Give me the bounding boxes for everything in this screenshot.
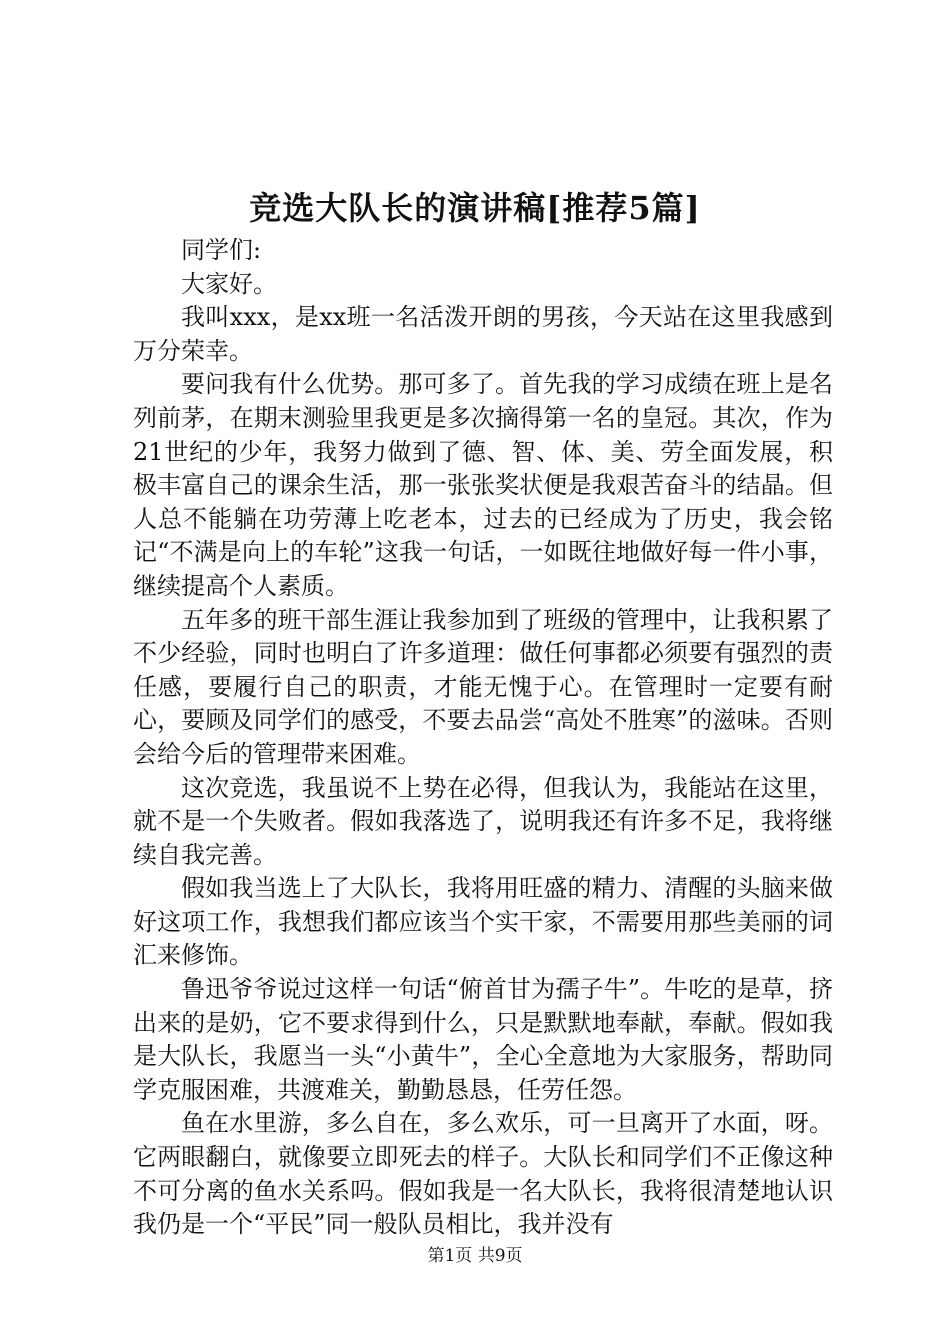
paragraph: 要问我有什么优势。那可多了。首先我的学习成绩在班上是名列前茅，在期末测验里我更是多次摘得第一名的皇冠。其次，作为21世纪的少年，我努力做到了德、智、体、美、劳全面发展，积极丰富自己的课余生活，那一张张奖状便是我艰苦奋斗的结晶。但人总不能躺在功劳薄上吃老本，过去的已经成为了历史，我会铭记“不满是向上的车轮”这我一句话，一如既往地做好每一件小事，继续提高个人素质。 <box>133 370 833 600</box>
paragraph-salutation: 同学们: <box>181 236 262 264</box>
paragraph: 我叫xxx，是xx班一名活泼开朗的男孩，今天站在这里我感到万分荣幸。 <box>133 303 833 365</box>
paragraph: 五年多的班干部生涯让我参加到了班级的管理中，让我积累了不少经验，同时也明白了许多道理：做任何事都必须要有强烈的责任感，要履行自己的职责，才能无愧于心。在管理时一定要有耐心，要顾及同学们的感受，不要去品尝“高处不胜寒”的滋味。否则会给今后的管理带来困难。 <box>133 605 833 768</box>
document-body <box>133 234 833 1242</box>
paragraph: 假如我当选上了大队长，我将用旺盛的精力、清醒的头脑来做好这项工作，我想我们都应该当个实干家，不需要用那些美丽的词汇来修饰。 <box>133 874 833 970</box>
document-title: 竞选大队长的演讲稿[推荐5篇] <box>249 189 701 227</box>
page-footer: 第1页 共9页 <box>427 1246 523 1266</box>
paragraph-greeting: 大家好。 <box>181 269 277 298</box>
paragraph: 这次竞选，我虽说不上势在必得，但我认为，我能站在这里，就不是一个失败者。假如我落选了，说明我还有许多不足，我将继续自我完善。 <box>133 773 833 869</box>
paragraph: 鲁迅爷爷说过这样一句话“俯首甘为孺子牛”。牛吃的是草，挤出来的是奶，它不要求得到什么，只是默默地奉献，奉献。假如我是大队长，我愿当一头“小黄牛”，全心全意地为大家服务，帮助同学克服困难，共渡难关，勤勤恳恳，任劳任怨。 <box>133 975 833 1104</box>
paragraph: 鱼在水里游，多么自在，多么欢乐，可一旦离开了水面，呀。它两眼翻白，就像要立即死去的样子。大队长和同学们不正像这种不可分离的鱼水关系吗。假如我是一名大队长，我将很清楚地认识我仍是一个“平民”同一般队员相比，我并没有 <box>133 1109 833 1239</box>
